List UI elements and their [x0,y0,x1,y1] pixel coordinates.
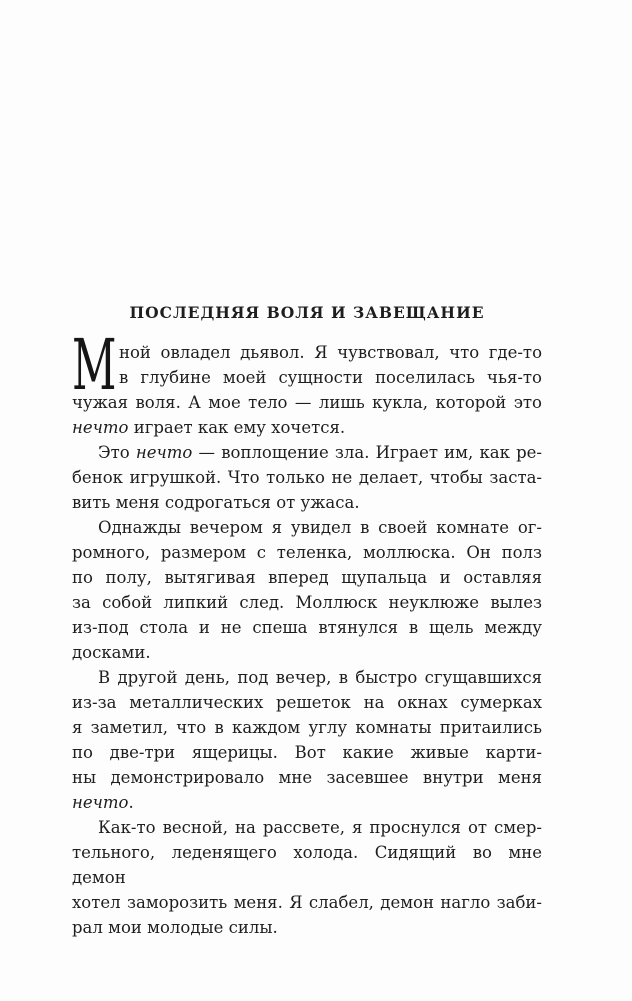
text-segment: В другой день, под вечер, в быстро сгущавшихся [98,668,542,687]
text-segment: бенок игрушкой. Что только не делает, чтобы заста- [72,468,542,487]
paragraph [72,440,542,515]
text-line [72,340,542,365]
text-line [72,465,542,490]
text-segment: Однажды вечером я увидел в своей комнате ог- [98,518,542,537]
text-line [72,490,542,515]
text-line [72,365,542,390]
text-line [72,715,542,740]
paragraph [72,815,542,940]
text-segment: по две-три ящерицы. Вот какие живые карти- [72,743,542,762]
text-segment: ны демонстрировало мне засевшее внутри меня [72,768,542,787]
text-line [72,565,542,590]
drop-cap: М [72,324,117,406]
paragraph [72,665,542,815]
text-line [72,640,542,665]
text-line [72,840,542,890]
text-segment: . [128,793,134,812]
italic-word: нечто [72,418,129,437]
text-line [72,790,542,815]
text-line [72,540,542,565]
text-segment: вить меня содрогаться от ужаса. [72,493,360,512]
chapter-heading: ПОСЛЕДНЯЯ ВОЛЯ И ЗАВЕЩАНИЕ [129,303,485,322]
text-segment: — воплощение зла. Играет им, как ре- [192,443,542,462]
italic-word: нечто [72,793,129,812]
body-text [72,324,542,940]
text-segment: ной овладел дьявол. Я чувствовал, что где-то [119,343,542,362]
text-segment: ромного, размером с теленка, моллюска. Он полз [72,543,542,562]
text-segment: за собой липкий след. Моллюск неуклюже вылез [72,593,542,612]
text-segment: тельного, леденящего холода. Сидящий во мне демон [72,843,542,887]
text-segment: рал мои молодые силы. [72,918,278,937]
text-line [72,740,542,765]
text-line [72,915,542,940]
text-segment: Как-то весной, на рассвете, я проснулся от смер- [98,818,542,837]
italic-word: нечто [135,443,193,462]
text-line [72,890,542,915]
text-line [72,615,542,640]
text-segment: в глубине моей сущности поселилась чья-то [119,368,542,387]
paragraph [72,324,542,440]
text-line [72,765,542,790]
text-line [72,390,542,415]
text-segment: из-за металлических решеток на окнах сумерках [72,693,542,712]
text-segment: Это [98,443,136,462]
paragraph [72,515,542,665]
text-line [72,815,542,840]
text-segment: играет как ему хочется. [128,418,346,437]
text-segment: по полу, вытягивая вперед щупальца и оставляя [72,568,542,587]
text-segment: досками. [72,643,151,662]
text-segment: я заметил, что в каждом углу комнаты притаились [72,718,542,737]
text-segment: чужая воля. А мое тело — лишь кукла, которой это [72,393,542,412]
text-line [72,690,542,715]
text-line [72,515,542,540]
text-segment: хотел заморозить меня. Я слабел, демон нагло заби- [72,893,542,912]
text-line [72,665,542,690]
text-line [72,590,542,615]
text-line [72,415,542,440]
text-line [72,440,542,465]
text-segment: из-под стола и не спеша втянулся в щель между [72,618,542,637]
